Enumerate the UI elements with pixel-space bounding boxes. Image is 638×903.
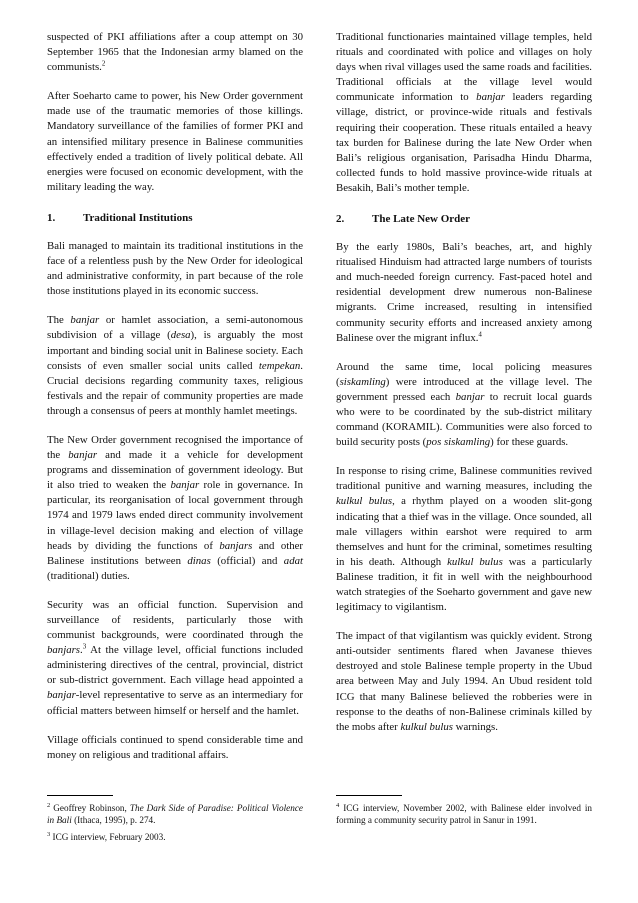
footnotes-right (336, 795, 592, 831)
footnote: $^4$ ICG interview, November 2002, with Balinese elder involved in forming a community security patrol in Sanur in 1991. (336, 801, 592, 826)
section-number: 2. (336, 213, 345, 226)
section-number: 1. (47, 211, 56, 224)
paragraph: Bali managed to maintain its traditional institutions in the face of a relentless push by the New Order for ideological and administrative conformity, in part because of the role those institutions played in its economic success. (47, 239, 303, 298)
footnote: $^2$ Geoffrey Robinson, The Dark Side of Paradise: Political Violence in Bali (Ithaca, 1995), p. 274. (47, 801, 303, 826)
footnote-divider (336, 795, 402, 796)
paragraph: By the early 1980s, Bali’s beaches, art, and highly ritualised Hinduism had attracted large numbers of tourists and much-needed foreign currency. Fast-paced hotel and residential development drew numerous non-Balinese migrants. Crime increased, resulting in intensified community security efforts and increased anxiety among Balinese over the migrant influx.$^4$ (336, 241, 592, 344)
paragraph: Village officials continued to spend considerable time and money on religious and traditional affairs. (47, 733, 303, 761)
footnote: $^3$ ICG interview, February 2003. (47, 830, 166, 842)
right-column (336, 30, 592, 749)
paragraph: The banjar or hamlet association, a semi-autonomous subdivision of a village (desa), is arguably the most important and binding social unit in Balinese society. Each consists of even smaller social units called tempekan. Crucial decisions regarding community taxes, religious festivals and the repair of community properties are made through a consensus of peers at monthly hamlet meetings. (47, 314, 303, 417)
paragraph: In response to rising crime, Balinese communities revived traditional punitive and warning measures, including the kulkul bulus, a rhythm played on a wooden slit-gong indicating that a thief was in the village. Once sounded, all male villagers within earshot were required to arm themselves and hunt for the criminal, sometimes resulting in his death. Although kulkul bulus was a particularly Balinese tradition, it fit in well with the neighbourhood watch strategies of the Soeharto government and gave new legitimacy to vigilantism. (336, 465, 592, 614)
paragraph: After Soeharto came to power, his New Order government made use of the traumatic memories of those killings. Mandatory surveillance of the families of former PKI and an intensified military presence in Balinese communities effectively ended a tradition of lively political debate. All energies were focused on economic development, with the military leading the way. (47, 90, 303, 193)
footnotes-left (47, 795, 303, 847)
paragraph: The New Order government recognised the importance of the banjar and made it a vehicle for development programs and dissemination of government ideology. But it also tried to weaken the banjar role in governance. In particular, its reorganisation of local government through 1974 and 1979 laws ended direct community involvement in village-level decision making and election of village heads by dividing the functions of banjars and other Balinese institutions between dinas (official) and adat (traditional) duties. (47, 433, 304, 582)
paragraph: Security was an official function. Supervision and surveillance of residents, particularly those with communist backgrounds, were coordinated through the banjars.$^3$ At the village level, official functions included administering directives of the central, provincial, district or sub-district government. Each village head appointed a banjar-level representative to serve as an intermediary for official matters between himself or herself and the hamlet. (47, 598, 303, 717)
section-title: Traditional Institutions (83, 211, 193, 224)
section-heading (47, 211, 303, 226)
footnote-ref[interactable]: 3 (82, 642, 87, 651)
paragraph: suspected of PKI affiliations after a coup attempt on 30 September 1965 that the Indonesian army blamed on the communists.$^2$ (47, 31, 303, 74)
paragraph: Traditional functionaries maintained village temples, held rituals and coordinated with police and villages on holy days when rival villages used the same roads and facilities. Traditional officials at the village level would communicate information to banjar leaders regarding village, district, or province-wide rituals and festivals requiring their cooperation. These rituals entailed a heavy tax burden for Balinese during the late New Order when Bali’s religious organisation, Parisadha Hindu Dharma, collected funds to hold massive province-wide rituals at Besakih, Bali’s mother temple. (336, 31, 592, 194)
footnote-ref[interactable]: 2 (101, 59, 106, 68)
section-heading (336, 212, 592, 227)
footnote-divider (47, 795, 113, 796)
paragraph: Around the same time, local policing measures (siskamling) were introduced at the village level. The government pressed each banjar to recruit local guards who were to be coordinated by the sub-district military command (KORAMIL). Communities were also forced to build security posts (pos siskamling) for these guards. (336, 360, 592, 449)
paragraph: The impact of that vigilantism was quickly evident. Strong anti-outsider sentiments flared when Javanese thieves destroyed and stole Balinese temple property in the Ubud area between May and July 1994. An Ubud resident told ICG that many Balinese believed the robberies were in response to the deaths of non-Balinese criminals killed by the mobs after kulkul bulus warnings. (336, 630, 592, 733)
left-column (47, 30, 303, 777)
section-title: The Late New Order (372, 213, 471, 226)
footnote-ref[interactable]: 4 (478, 330, 482, 338)
